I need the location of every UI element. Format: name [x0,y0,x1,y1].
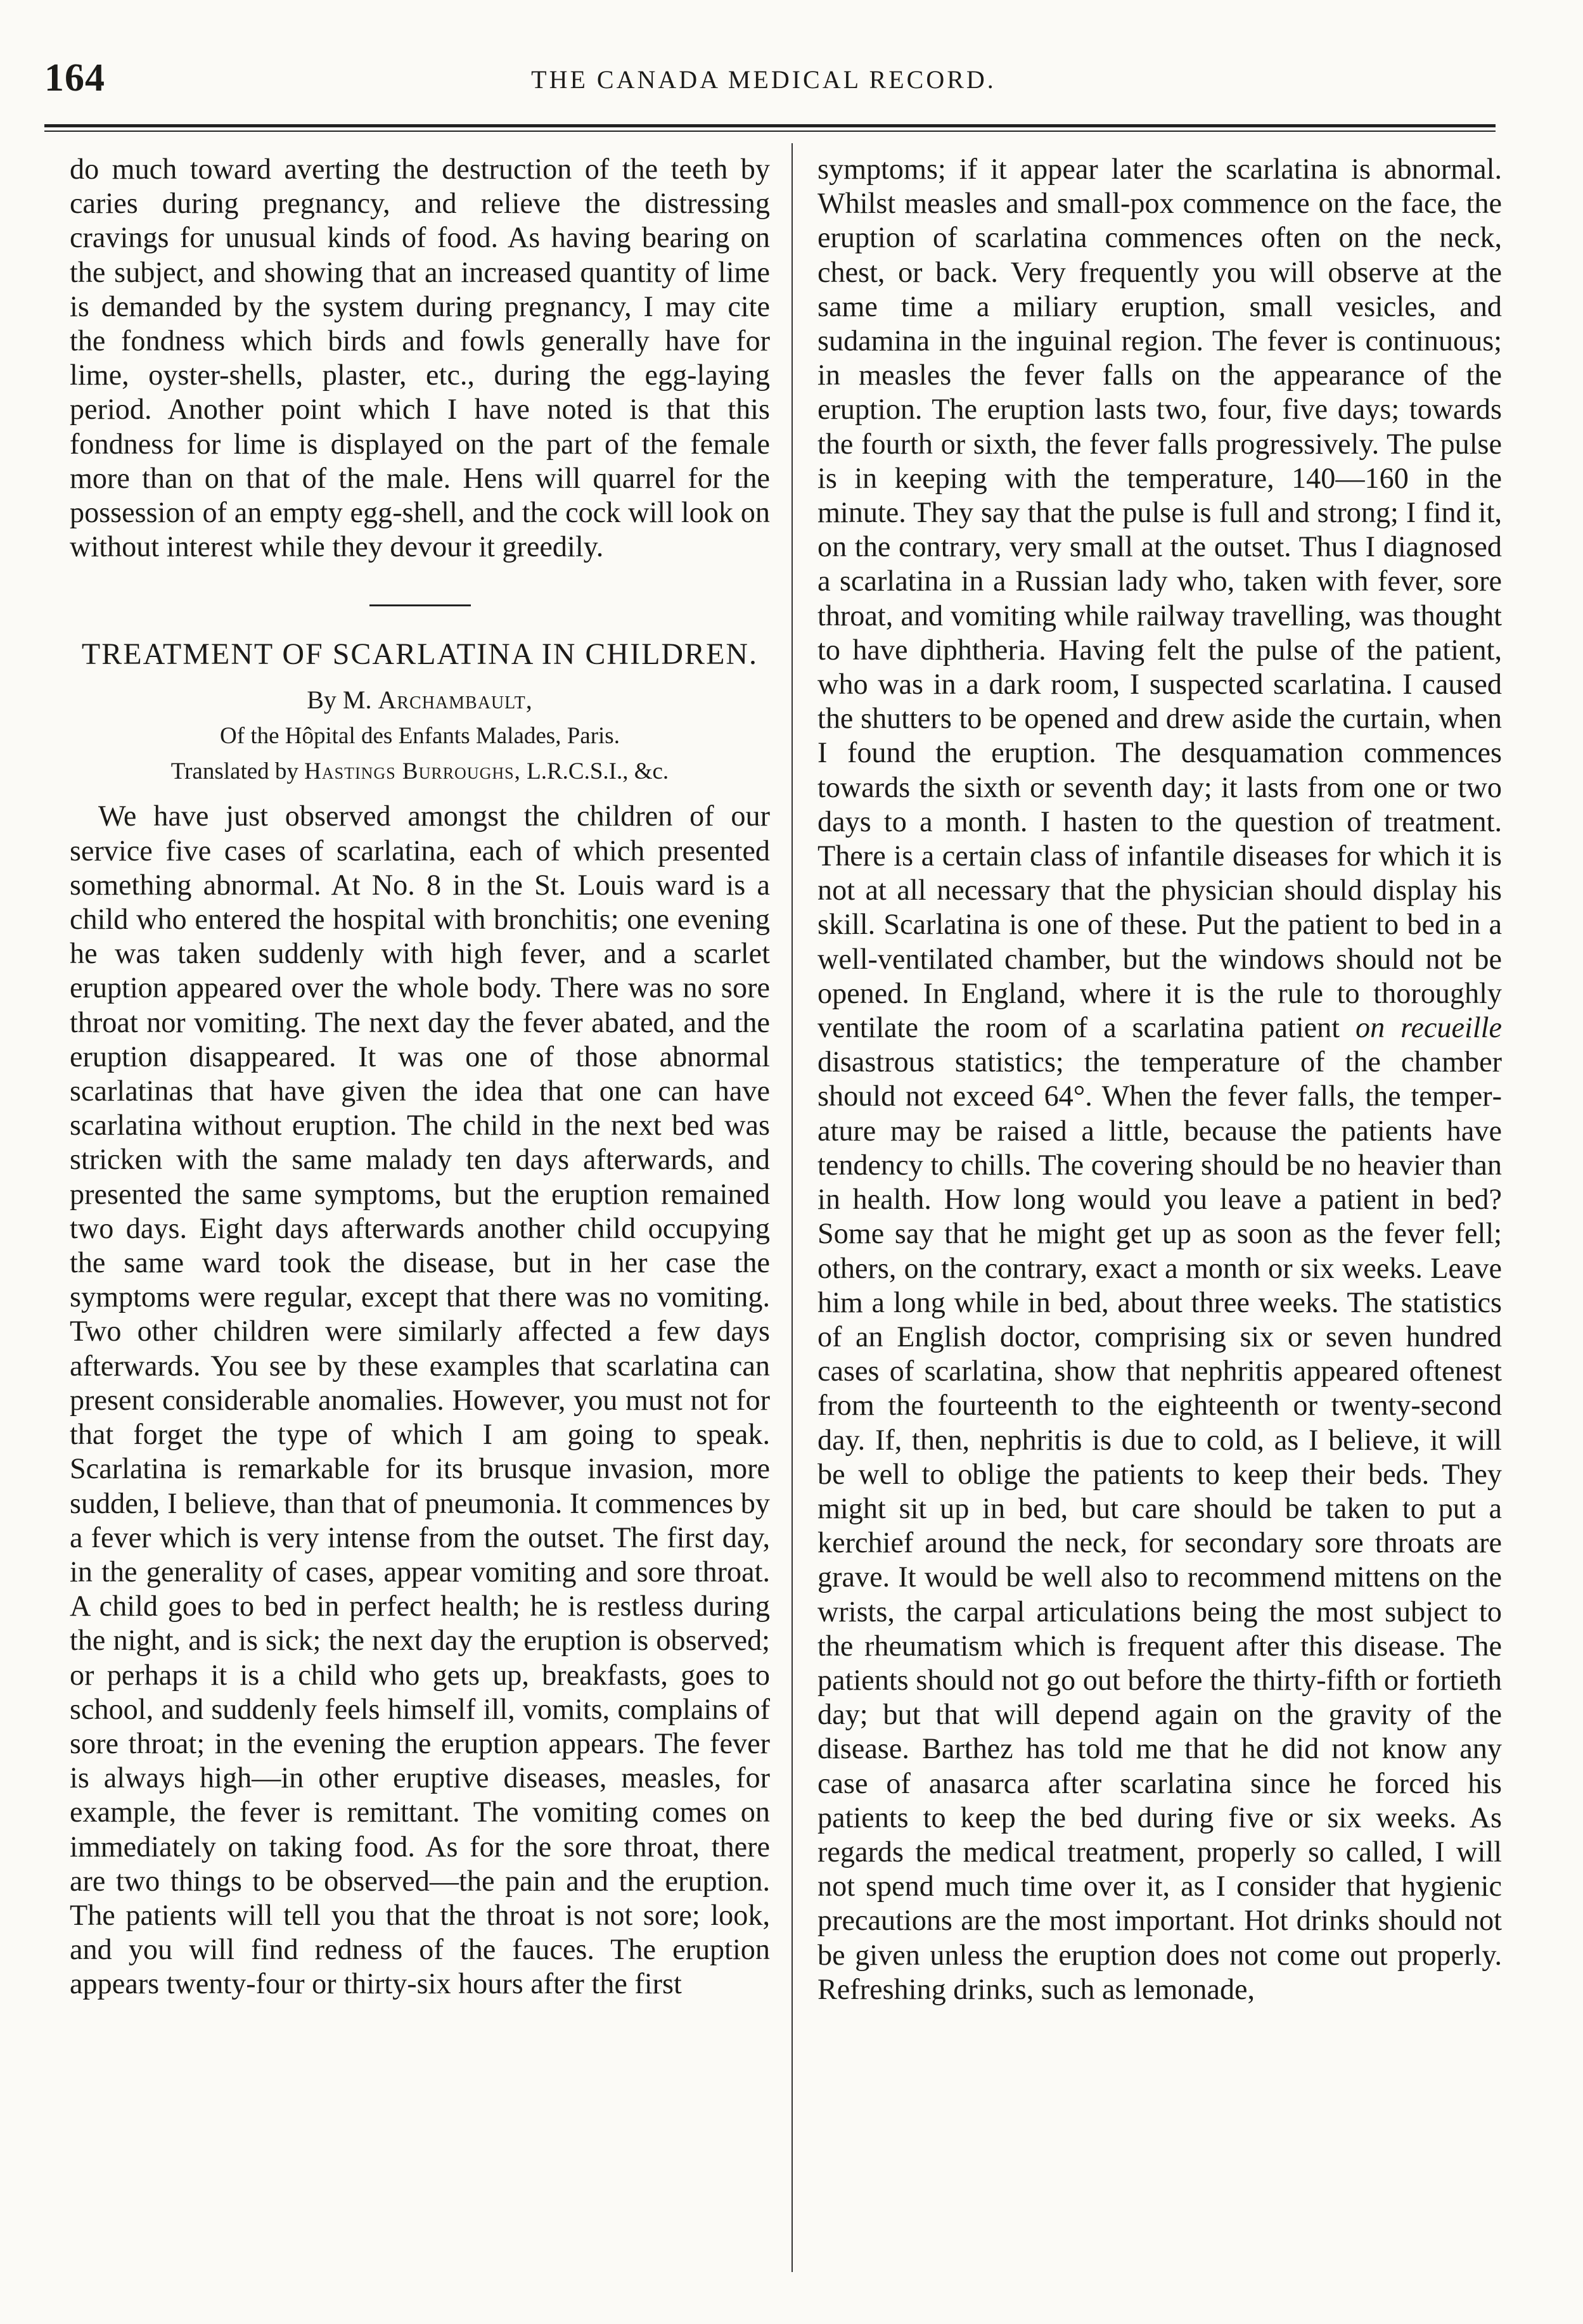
continued-paragraph: do much toward averting the destruction of the teeth by caries during pregnancy, and relieve the distressing cravings for unusual kinds of food. As having bearing on the subject, and showing that an increased quantity of lime is demanded by the system during pregnancy, I may cite the fondness which birds and fowls generally have for lime, oyster-shells, plaster, etc., during the egg-laying period. Another point which I have noted is that this fondness for lime is displayed on the part of the female more than on that of the male. Hens will quarrel for the possession of an empty egg-shell, and the cock will look on without interest while they devour it greedily. [70,153,770,563]
article-body-paragraph: We have just observed amongst the children of our service five cases of scarlatina, each of which presented something abnormal. At No. 8 in the St. Louis ward is a child who entered the hospital with bronchitis; one evening he was taken suddenly with high fever, and a scarlet eruption appeared over the whole body. There was no sore throat nor vomiting. The next day the fever abated, and the eruption disappeared. It was one of those abnormal scarlatinas that have given the idea that one can have scarlatina without eruption. The child in the next bed was stricken with the same malady ten days afterwards, and presented the same symptoms, but the eruption remained two days. Eight days afterwards another child occupying the same ward took the disease, but in her case the symptoms were regular, except that there was no vomiting. Two other children were similarly affected a few days afterwards. You see by these examples that scarlatina can present considerable anomalies. However, you must not for that forget the type of which I am going to speak. Scarlatina is remarkable for its brusque invasion, more sudden, I believe, than that of pneumonia. It commences by a fever which is very intense from the outset. The first day, in the generality of cases, appear vomiting and sore throat. A child goes to bed in perfect health; he is restless during the night, and is sick; the next day the eruption is observed; or perhaps it is a child who gets up, breakfasts, goes to school, and suddenly feels himself ill, vomits, complains of sore throat; in the evening the eruption appears. The fever is always high—in other eruptive diseases, measles, for example, the fever is remittant. The vomiting comes on immediately on taking food. As for the sore throat, there are two things to be observed—the pain and the eruption. The patients will tell you that the throat is not sore; look, and you will find redness of the fauces. The eruption appears twenty-four or thirty-six hours after the first [70,800,770,2000]
italic-phrase: on recueille [1355,1011,1503,1044]
author-name: Archambault, [378,686,533,715]
body-text-part-2: disastrous statistics; the temperature of the chamber should not exceed 64°. When the fever falls, the temperature may be raised a little, because the patients have tendency to chills. The covering should be no heavier than in health. How long would you leave a patient in bed? Some say that he might get up as soon as the fever fell; others, on the contrary, exact a month or six weeks. Leave him a long while in bed, about three weeks. The statistics of an English doctor, comprising six or seven hundred cases of scarlatina, show that nephritis appeared oftenest from the fourteenth to the eighteenth or twenty-second day. If, then, nephritis is due to cold, as I believe, it will be well to oblige the patients to keep their beds. They might sit up in bed, but care should be taken to put a kerchief around the neck, for secondary sore throats are grave. It would be well also to recommend mittens on the wrists, the carpal articulations being the most subject to the rheumatism which is frequent after this disease. The patients should not go out before the thirty-fifth or fortieth day; but that will depend again on the gravity of the disease. Barthez has told me that he did not know any case of anasarca after scarlatina since he forced his patients to keep the bed during five or six weeks. As regards the medical treatment, properly so called, I will not spend much time over it, as I consider that hygienic precautions are the most important. Hot drinks should not be given unless the eruption does not come out properly. Refreshing drinks, such as lemonade, [817,1045,1502,2005]
translator-suffix: L.R.C.S.I., &c. [527,758,669,785]
article-title: TREATMENT OF SCARLATINA IN CHILDREN. [81,637,759,672]
column-divider [792,143,793,2272]
page-header [44,56,1483,106]
article-byline [70,684,770,717]
translator-line [70,756,770,788]
author-affiliation: Of the Hôpital des Enfants Malades, Paris. [220,723,620,750]
page-number: 164 [44,56,105,99]
body-text-part-1: symptoms; if it appear later the scarlatina is abnormal. Whilst measles and small-pox commence on the face, the eruption of scarlatina commences often on the neck, chest, or back. Very frequently you will observe at the same time a miliary eruption, small vesicles, and sudamina in the inguinal region. The fever is continuous; in measles the fever falls on the appearance of the eruption. The eruption lasts two, four, five days; towards the fourth or sixth, the fever falls progressively. The pulse is in keeping with the temperature, 140—160 in the minute. They say that the pulse is full and strong; I find it, on the contrary, very small at the outset. Thus I diagnosed a scarlatina in a Russian lady who, taken with fever, sore throat, and vomiting while railway travelling, was thought to have diphtheria. Having felt the pulse of the patient, who was in a dark room, I suspected scarlatina. I caused the shutters to be opened and drew aside the curtain, when I found the eruption. The desquamation commences towards the sixth or seventh day; it lasts from one or two days to a month. I hasten to the question of treatment. There is a certain class of infantile diseases for which it is not at all necessary that the physician should display his skill. Scarlatina is one of these. Put the patient to bed in a well-ventilated chamber, but the windows should not be opened. In England, where it is the rule to thoroughly ventilate the room of a scarlatina patient [817,153,1502,1044]
article-body-continued [817,152,1502,2007]
translator-name: Hastings Burroughs, [304,758,521,785]
header-rule [44,124,1496,132]
right-column [817,152,1502,2007]
byline-prefix: By M. [307,686,372,715]
left-column [70,152,770,2002]
running-head: THE CANADA MEDICAL RECORD. [531,65,996,94]
translator-prefix: Translated by [170,758,298,785]
section-separator [369,604,471,606]
